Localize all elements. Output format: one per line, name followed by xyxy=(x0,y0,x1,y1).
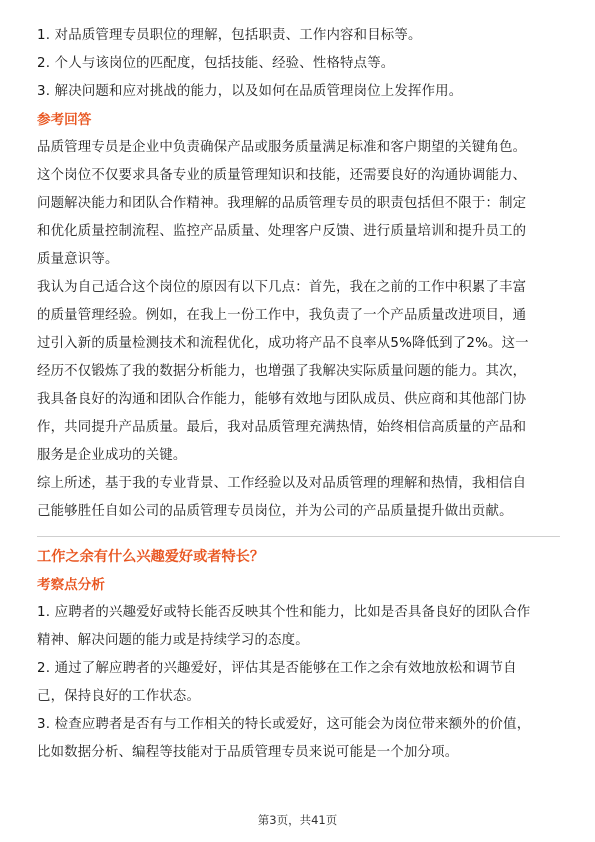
intro-points xyxy=(37,22,560,106)
answer-line: 质量意识等。 xyxy=(37,252,119,267)
answer-line: 经历不仅锻炼了我的数据分析能力，也增强了我解决实际质量问题的能力。其次， xyxy=(37,364,527,379)
reference-answer-heading: 参考回答 xyxy=(37,112,92,128)
analysis-line: 己，保持良好的工作状态。 xyxy=(37,689,201,704)
analysis-line: 精神、解决问题的能力或是持续学习的态度。 xyxy=(37,633,309,648)
answer-line: 品质管理专员是企业中负责确保产品或服务质量满足标准和客户期望的关键角色。 xyxy=(37,140,527,155)
answer-line: 我认为自己适合这个岗位的原因有以下几点：首先，我在之前的工作中积累了丰富 xyxy=(37,280,527,295)
answer-body xyxy=(37,134,560,526)
analysis-line: 比如数据分析、编程等技能对于品质管理专员来说可能是一个加分项。 xyxy=(37,745,459,760)
answer-line: 作，共同提升产品质量。最后，我对品质管理充满热情，始终相信高质量的产品和 xyxy=(37,420,527,435)
answer-line: 过引入新的质量检测技术和流程优化，成功将产品不良率从5%降低到了2%。这一 xyxy=(37,336,529,351)
answer-line: 我具备良好的沟通和团队合作能力，能够有效地与团队成员、供应商和其他部门协 xyxy=(37,392,527,407)
answer-line: 服务是企业成功的关键。 xyxy=(37,448,187,463)
analysis-line: 1. 应聘者的兴趣爱好或特长能否反映其个性和能力，比如是否具备良好的团队合作 xyxy=(37,605,531,620)
intro-point: 1. 对品质管理专员职位的理解，包括职责、工作内容和目标等。 xyxy=(37,28,422,43)
analysis-line: 3. 检查应聘者是否有与工作相关的特长或爱好，这可能会为岗位带来额外的价值， xyxy=(37,717,531,732)
answer-line: 综上所述，基于我的专业背景、工作经验以及对品质管理的理解和热情，我相信自 xyxy=(37,476,527,491)
intro-point: 2. 个人与该岗位的匹配度，包括技能、经验、性格特点等。 xyxy=(37,56,395,71)
intro-point: 3. 解决问题和应对挑战的能力，以及如何在品质管理岗位上发挥作用。 xyxy=(37,84,463,99)
section-divider xyxy=(37,536,560,537)
document-page xyxy=(37,22,560,767)
answer-line: 这个岗位不仅要求具备专业的质量管理知识和技能，还需要良好的沟通协调能力、 xyxy=(37,168,527,183)
question-title: 工作之余有什么兴趣爱好或者特长？ xyxy=(37,549,265,565)
answer-line: 问题解决能力和团队合作精神。我理解的品质管理专员的职责包括但不限于：制定 xyxy=(37,196,527,211)
analysis-body xyxy=(37,599,560,767)
answer-line: 和优化质量控制流程、监控产品质量、处理客户反馈、进行质量培训和提升员工的 xyxy=(37,224,527,239)
page-number: 第3页，共41页 xyxy=(257,813,338,827)
analysis-line: 2. 通过了解应聘者的兴趣爱好，评估其是否能够在工作之余有效地放松和调节自 xyxy=(37,661,517,676)
answer-line: 的质量管理经验。例如，在我上一份工作中，我负责了一个产品质量改进项目，通 xyxy=(37,308,527,323)
analysis-heading: 考察点分析 xyxy=(37,577,105,593)
answer-line: 己能够胜任自如公司的品质管理专员岗位，并为公司的产品质量提升做出贡献。 xyxy=(37,504,513,519)
